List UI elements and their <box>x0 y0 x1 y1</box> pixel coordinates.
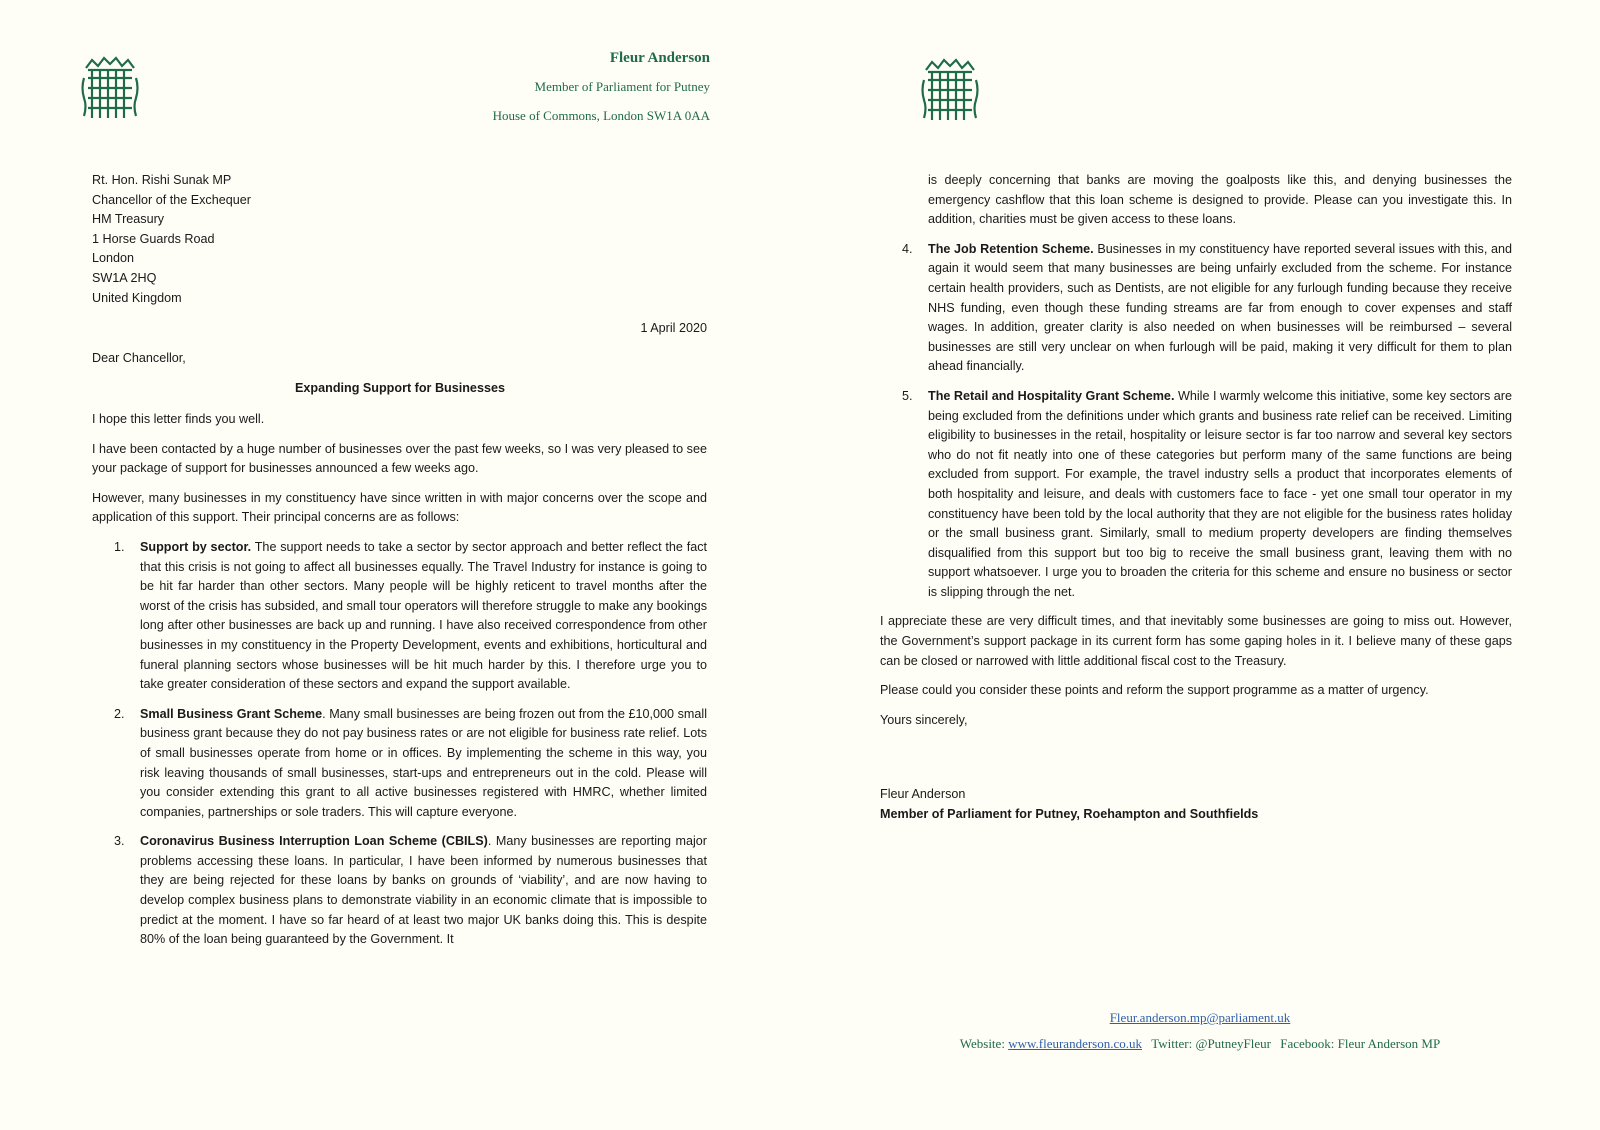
point-text: Businesses in my constituency have reported several issues with this, and again it would seem that many businesses are being unfairly excluded from the scheme. For instance certain health providers, such as Dentists, are not eligible for any furlough funding because they receive NHS funding, even though these funding streams are far from enough to cover expenses and staff wages. In addition, greater clarity is also needed on when businesses will be reimbursed – several businesses are still very unclear on when furlough will be paid, making it very difficult for them to plan ahead financially. <box>928 241 1512 374</box>
point-3-continued: is deeply concerning that banks are moving the goalposts like this, and denying businesses the emergency cashflow that this loan scheme is designed to provide. Please can you investigate this. In addition, charities must be given access to these loans. <box>928 173 1512 227</box>
signature-title: Member of Parliament for Putney, Roehampton and Southfields <box>880 806 1259 821</box>
list-number: 4. <box>902 241 913 256</box>
portcullis-crest-icon <box>920 56 980 126</box>
website-link[interactable]: www.fleuranderson.co.uk <box>1008 1036 1142 1051</box>
letter-body-page-2 <box>880 171 1512 740</box>
concerns-list-continued <box>880 240 1512 603</box>
point-text: . Many small businesses are being frozen out from the £10,000 small business grant because they do not pay business rates or are not eligible for business rate relief. Lots of small businesses operate from home or in offices. By implementing the scheme in this way, you risk leaving thousands of small businesses, start-ups and entrepreneurs out in the cold. Please will you consider extending this grant to all active businesses registered with HMRC, whether limited companies, partnerships or sole traders. This will capture everyone. <box>140 706 707 819</box>
point-text: The support needs to take a sector by sector approach and better reflect the fact that this crisis is not going to affect all businesses equally. The Travel Industry for instance is going to be hit far harder than other sectors. Many people will be highly reticent to travel months after the worst of the crisis has subsided, and small tour operators will therefore struggle to make any bookings long after other businesses are back up and running. I have also received correspondence from other businesses in my constituency in the Property Development, events and exhibitions, horticultural and funeral planning sectors whose businesses will be hit much harder by this. I therefore urge you to take greater consideration of these sectors and expand the support available. <box>140 539 707 692</box>
portcullis-crest-icon <box>80 54 140 124</box>
list-item <box>92 705 707 823</box>
letter-subject: Expanding Support for Businesses <box>295 381 505 395</box>
list-item <box>880 240 1512 377</box>
signature-block <box>880 785 1258 824</box>
list-number: 1. <box>114 539 125 554</box>
point-heading: Small Business Grant Scheme <box>140 706 323 721</box>
list-number: 3. <box>114 834 125 849</box>
point-heading: Support by sector. <box>140 539 252 554</box>
twitter-handle: Twitter: @PutneyFleur <box>1151 1036 1271 1051</box>
list-item <box>92 832 707 950</box>
signature-name: Fleur Anderson <box>880 787 966 801</box>
list-item <box>880 387 1512 603</box>
point-heading: The Job Retention Scheme. <box>928 241 1094 256</box>
letterhead-name: Fleur Anderson <box>609 50 710 66</box>
paragraph: I have been contacted by a huge number of businesses over the past few weeks, so I was very pleased to see your package of support for businesses announced a few weeks ago. <box>92 441 707 476</box>
point-text: While I warmly welcome this initiative, some key sectors are being excluded from the definitions under which grants and business rate relief can be received. Limiting eligibility to businesses in the retail, hospitality or leisure sector is far too narrow and several key sectors who do not fit neatly into one of these categories but perform many of the same functions are being excluded from support. For example, the travel industry sells a product that incorporates elements of both hospitality and leisure, and deals with customers face to face - yet one small tour operator in my constituency have been told by the local authority that they are not eligible for the business rates holiday or the small business grant. Similarly, small to medium property developers are finding themselves disqualified from this support but too big to receive the small business grant, leaving them with no support whatsoever. I urge you to broaden the criteria for this scheme and ensure no business or sector is slipping through the net. <box>928 388 1512 599</box>
letterhead-address: House of Commons, London SW1A 0AA <box>492 108 710 123</box>
recipient-address <box>92 171 412 308</box>
paragraph: I hope this letter finds you well. <box>92 412 265 426</box>
point-heading: Coronavirus Business Interruption Loan Scheme (CBILS) <box>140 834 488 849</box>
list-number: 2. <box>114 706 125 721</box>
letterhead-role: Member of Parliament for Putney <box>534 79 710 94</box>
paragraph: However, many businesses in my constituency have since written in with major concerns over the scope and application of this support. Their principal concerns are as follows: <box>92 490 707 525</box>
paragraph: I appreciate these are very difficult times, and that inevitably some businesses are going to miss out. However, the Government’s support package in its current form has some gaping holes in it. I believe many of these gaps can be closed or narrowed with little additional fiscal cost to the Treasury. <box>880 614 1512 668</box>
point-text: . Many businesses are reporting major problems accessing these loans. In particular, I have been informed by numerous businesses that they are being rejected for these loans by banks on grounds of ‘viability’, and are now having to develop complex business plans to demonstrate viability in an economic climate that is impossible to predict at the moment. I have so far heard of at least two major UK banks doing this. This is despite 80% of the loan being guaranteed by the Government. It <box>140 834 707 947</box>
salutation: Dear Chancellor, <box>92 351 186 365</box>
address-line: Rt. Hon. Rishi Sunak MP <box>92 173 232 187</box>
paragraph: Please could you consider these points and reform the support programme as a matter of urgency. <box>880 683 1429 698</box>
address-line: London <box>92 251 135 266</box>
website-label: Website: <box>959 1036 1005 1051</box>
email-link[interactable]: Fleur.anderson.mp@parliament.uk <box>1109 1010 1291 1025</box>
address-line: HM Treasury <box>92 212 165 227</box>
concerns-list <box>92 538 707 950</box>
point-heading: The Retail and Hospitality Grant Scheme. <box>928 388 1175 403</box>
letter-body-page-1 <box>92 410 707 960</box>
letter-footer <box>800 1010 1600 1052</box>
letterhead <box>493 48 710 136</box>
footer-contact-line <box>800 1036 1600 1052</box>
address-line: United Kingdom <box>92 290 182 305</box>
facebook-handle: Facebook: Fleur Anderson MP <box>1280 1036 1441 1051</box>
address-line: 1 Horse Guards Road <box>92 231 215 246</box>
letter-date: 1 April 2020 <box>640 321 707 335</box>
address-line: SW1A 2HQ <box>92 270 157 285</box>
list-item <box>92 538 707 695</box>
list-number: 5. <box>902 388 913 403</box>
address-line: Chancellor of the Exchequer <box>92 192 251 207</box>
paragraph: Yours sincerely, <box>880 712 968 727</box>
